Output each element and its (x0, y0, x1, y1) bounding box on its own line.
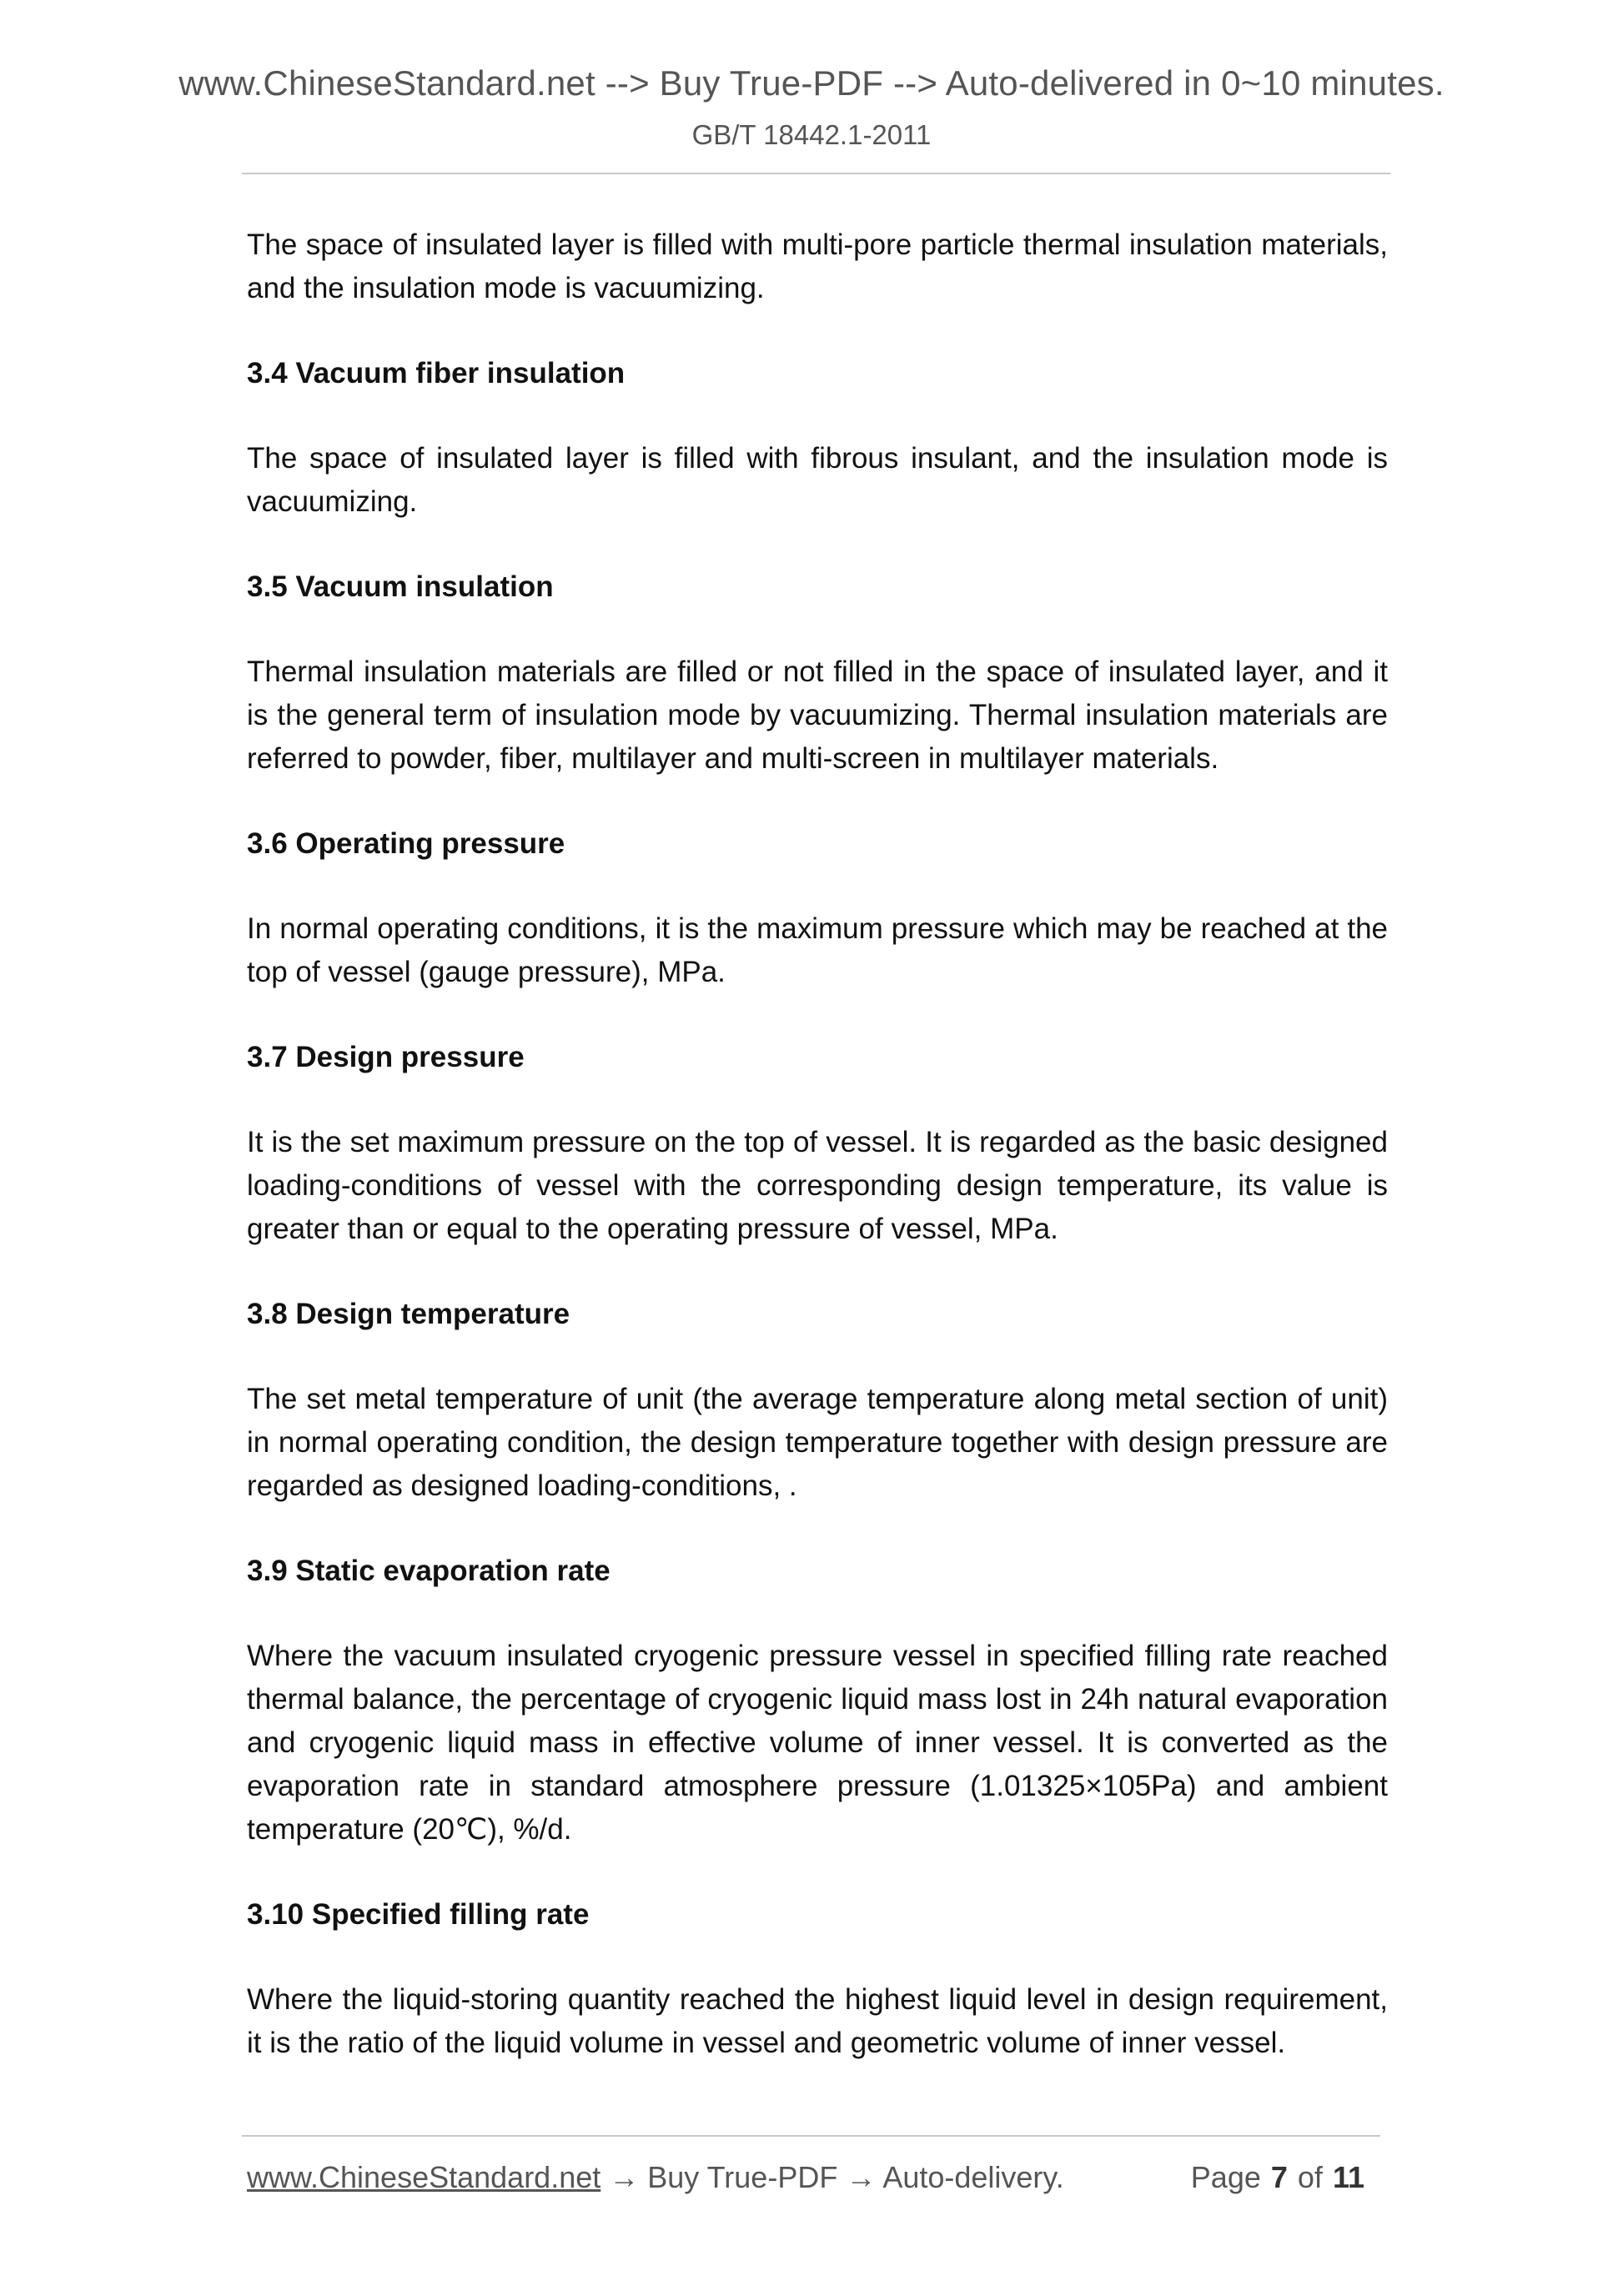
paragraph-design-pressure-definition: It is the set maximum pressure on the top of vessel. It is regarded as the basic designed loading-conditions of vessel with the corresponding design temperature, its value is greater than or equal to the operating pressure of vessel, MPa. (247, 1126, 1388, 1245)
page-footer (247, 2160, 1374, 2195)
page-indicator (1191, 2160, 1374, 2195)
page-label: Page (1190, 2160, 1261, 2194)
paragraph-vacuum-insulation-definition: Thermal insulation materials are filled or not filled in the space of insulated layer, and it is the general term of insulation mode by vacuumizing. Thermal insulation materials are referred to powder, fiber, multilayer and multi-screen in multilayer materials. (247, 656, 1388, 775)
footer-site-link[interactable]: www.ChineseStandard.net (247, 2160, 601, 2194)
page-of-label: of (1297, 2160, 1323, 2194)
heading-static-evaporation-rate: 3.9 Static evaporation rate (247, 1555, 611, 1587)
footer-tagline: → Buy True-PDF → Auto-delivery. (600, 2160, 1064, 2194)
header-divider (242, 173, 1390, 174)
heading-specified-filling-rate: 3.10 Specified filling rate (247, 1898, 590, 1931)
paragraph-static-evaporation-rate-definition: Where the vacuum insulated cryogenic pressure vessel in specified filling rate reached thermal balance, the percentage of cryogenic liquid mass lost in 24h natural evaporation and cryogenic liquid mass in effective volume of inner vessel. It is converted as the evaporation rate in standard atmosphere pressure (1.01325×105Pa) and ambient temperature (20℃), %/d. (247, 1640, 1388, 1846)
heading-vacuum-insulation: 3.5 Vacuum insulation (247, 570, 554, 603)
paragraph-vacuum-powder-definition: The space of insulated layer is filled with multi-pore particle thermal insulation materials, and the insulation mode is vacuumizing. (247, 229, 1388, 304)
paragraph-specified-filling-rate-definition: Where the liquid-storing quantity reached the highest liquid level in design requirement, it is the ratio of the liquid volume in vessel and geometric volume of inner vessel. (247, 1983, 1388, 2059)
heading-design-temperature: 3.8 Design temperature (247, 1298, 570, 1330)
heading-vacuum-fiber-insulation: 3.4 Vacuum fiber insulation (247, 357, 626, 389)
paragraph-operating-pressure-definition: In normal operating conditions, it is the maximum pressure which may be reached at the top of vessel (gauge pressure), MPa. (247, 912, 1388, 988)
page-content (247, 224, 1388, 2107)
paragraph-vacuum-fiber-definition: The space of insulated layer is filled with fibrous insulant, and the insulation mode is vacuumizing. (247, 442, 1388, 518)
heading-operating-pressure: 3.6 Operating pressure (247, 827, 565, 860)
page-current: 7 (1270, 2160, 1288, 2194)
paragraph-design-temperature-definition: The set metal temperature of unit (the average temperature along metal section of unit) in normal operating condition, the design temperature together with design pressure are regarded as designed loading-conditions, . (247, 1383, 1388, 1502)
heading-design-pressure: 3.7 Design pressure (247, 1041, 525, 1073)
page-total: 11 (1332, 2160, 1364, 2194)
header-banner: www.ChineseStandard.net --> Buy True-PDF --> Auto-delivered in 0~10 minutes. (178, 63, 1445, 103)
footer-left (247, 2160, 1064, 2195)
document-code: GB/T 18442.1-2011 (691, 119, 932, 150)
footer-divider (242, 2135, 1380, 2137)
